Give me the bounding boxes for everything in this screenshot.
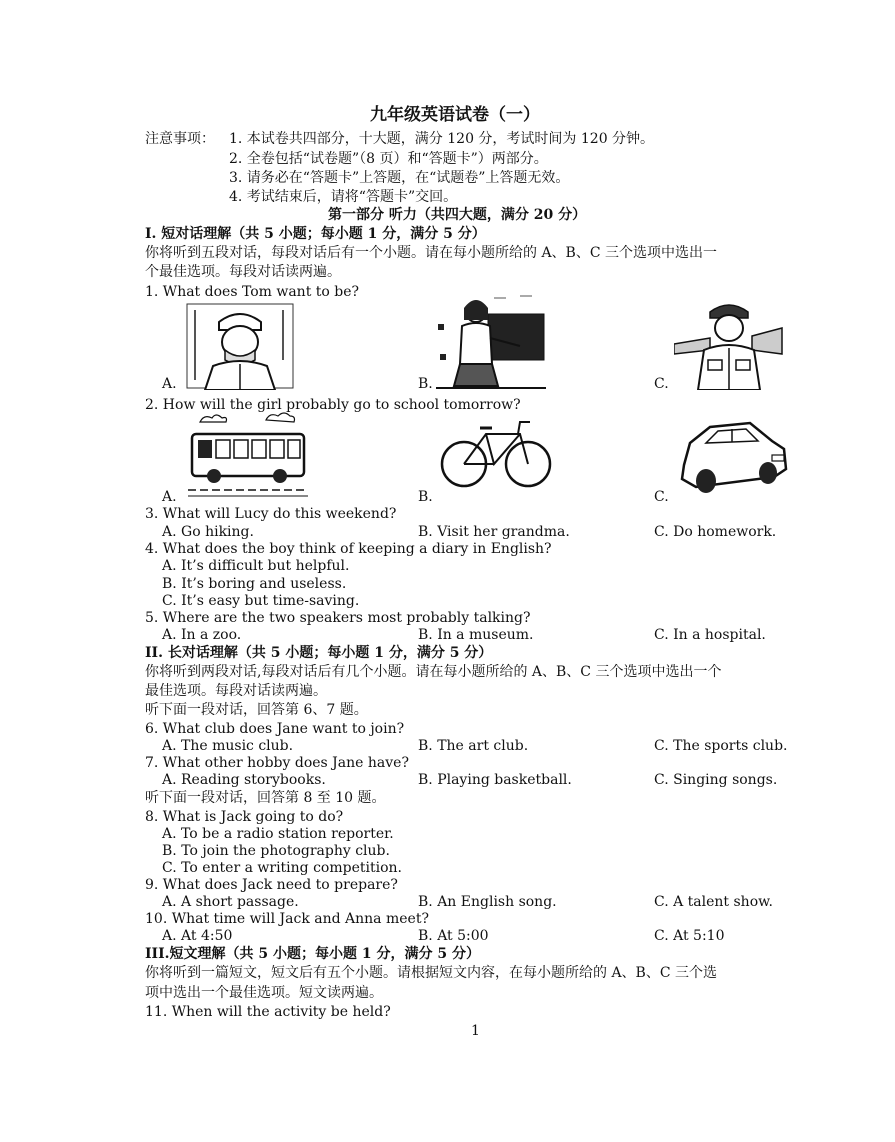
pilot-image bbox=[674, 298, 784, 390]
section-instruction: 你将听到一篇短文，短文后有五个小题。请根据短文内容，在每小题所给的 A、B、C 三个选 bbox=[145, 965, 718, 981]
option-label: B. bbox=[418, 489, 433, 505]
option-c: C. A talent show. bbox=[654, 894, 773, 910]
option-label: C. bbox=[654, 376, 669, 392]
option-b: B. The art club. bbox=[418, 738, 529, 754]
option-a: A. The music club. bbox=[162, 738, 294, 754]
option-label: C. bbox=[654, 489, 669, 505]
option-a: A. A short passage. bbox=[162, 894, 299, 910]
option-b: B. To join the photography club. bbox=[162, 843, 390, 859]
section-instruction: 个最佳选项。每段对话读两遍。 bbox=[145, 264, 341, 280]
teacher-image bbox=[436, 294, 548, 390]
section-instruction: 项中选出一个最佳选项。短文读两遍。 bbox=[145, 985, 383, 1001]
option-b: B. Visit her grandma. bbox=[418, 524, 570, 540]
car-image bbox=[676, 413, 790, 499]
option-b: B. In a museum. bbox=[418, 627, 534, 643]
bus-image bbox=[186, 410, 310, 498]
section-title: III.短文理解（共 5 小题；每小题 1 分，满分 5 分） bbox=[145, 946, 480, 962]
option-a: A. To be a radio station reporter. bbox=[162, 826, 394, 842]
option-c: C. Singing songs. bbox=[654, 772, 778, 788]
section-instruction: 你将听到五段对话，每段对话后有一个小题。请在每小题所给的 A、B、C 三个选项中选出一 bbox=[145, 245, 718, 261]
question-text: 5. Where are the two speakers most probably talking? bbox=[145, 610, 531, 626]
option-b: B. At 5:00 bbox=[418, 928, 489, 944]
question-text: 3. What will Lucy do this weekend? bbox=[145, 506, 397, 522]
question-text: 9. What does Jack need to prepare? bbox=[145, 877, 398, 893]
option-a: A. It’s difficult but helpful. bbox=[162, 558, 350, 574]
section-instruction: 你将听到两段对话,每段对话后有几个小题。请在每小题所给的 A、B、C 三个选项中选出一个 bbox=[145, 664, 722, 680]
option-c: C. To enter a writing competition. bbox=[162, 860, 402, 876]
section-title: I. 短对话理解（共 5 小题；每小题 1 分，满分 5 分） bbox=[145, 226, 486, 242]
option-c: C. The sports club. bbox=[654, 738, 788, 754]
section-instruction: 最佳选项。每段对话读两遍。 bbox=[145, 683, 327, 699]
question-text: 7. What other hobby does Jane have? bbox=[145, 755, 409, 771]
option-c: C. Do homework. bbox=[654, 524, 777, 540]
option-c: C. In a hospital. bbox=[654, 627, 766, 643]
option-b: B. It’s boring and useless. bbox=[162, 576, 347, 592]
option-b: B. An English song. bbox=[418, 894, 557, 910]
question-text: 11. When will the activity be held? bbox=[145, 1004, 391, 1020]
option-c: C. At 5:10 bbox=[654, 928, 725, 944]
section-title: II. 长对话理解（共 5 小题；每小题 1 分，满分 5 分） bbox=[145, 645, 493, 661]
page-title: 九年级英语试卷（一） bbox=[370, 105, 540, 125]
option-b: B. Playing basketball. bbox=[418, 772, 572, 788]
option-a: A. In a zoo. bbox=[162, 627, 242, 643]
option-c: C. It’s easy but time-saving. bbox=[162, 593, 360, 609]
dialogue-lead: 听下面一段对话，回答第 8 至 10 题。 bbox=[145, 790, 386, 806]
question-text: 2. How will the girl probably go to school tomorrow? bbox=[145, 397, 521, 413]
dialogue-lead: 听下面一段对话，回答第 6、7 题。 bbox=[145, 702, 368, 718]
note-item: 4. 考试结束后，请将“答题卡”交回。 bbox=[229, 189, 458, 205]
note-item: 1. 本试卷共四部分，十大题，满分 120 分，考试时间为 120 分钟。 bbox=[229, 131, 655, 147]
page-number: 1 bbox=[471, 1023, 480, 1039]
question-text: 6. What club does Jane want to join? bbox=[145, 721, 405, 737]
notes-label: 注意事项： bbox=[145, 131, 215, 147]
question-text: 10. What time will Jack and Anna meet? bbox=[145, 911, 429, 927]
note-item: 3. 请务必在“答题卡”上答题，在“试题卷”上答题无效。 bbox=[229, 170, 570, 186]
note-item: 2. 全卷包括“试卷题”（8 页）和“答题卡”）两部分。 bbox=[229, 151, 548, 167]
option-a: A. At 4:50 bbox=[162, 928, 233, 944]
bicycle-image bbox=[440, 414, 552, 490]
doctor-image bbox=[185, 300, 295, 390]
question-text: 1. What does Tom want to be? bbox=[145, 284, 360, 300]
option-a: A. Go hiking. bbox=[162, 524, 254, 540]
question-text: 8. What is Jack going to do? bbox=[145, 809, 344, 825]
option-label: A. bbox=[162, 376, 177, 392]
option-label: B. bbox=[418, 376, 433, 392]
option-label: A. bbox=[162, 489, 177, 505]
question-text: 4. What does the boy think of keeping a diary in English? bbox=[145, 541, 552, 557]
option-a: A. Reading storybooks. bbox=[162, 772, 326, 788]
part-title: 第一部分 听力（共四大题，满分 20 分） bbox=[328, 207, 587, 223]
